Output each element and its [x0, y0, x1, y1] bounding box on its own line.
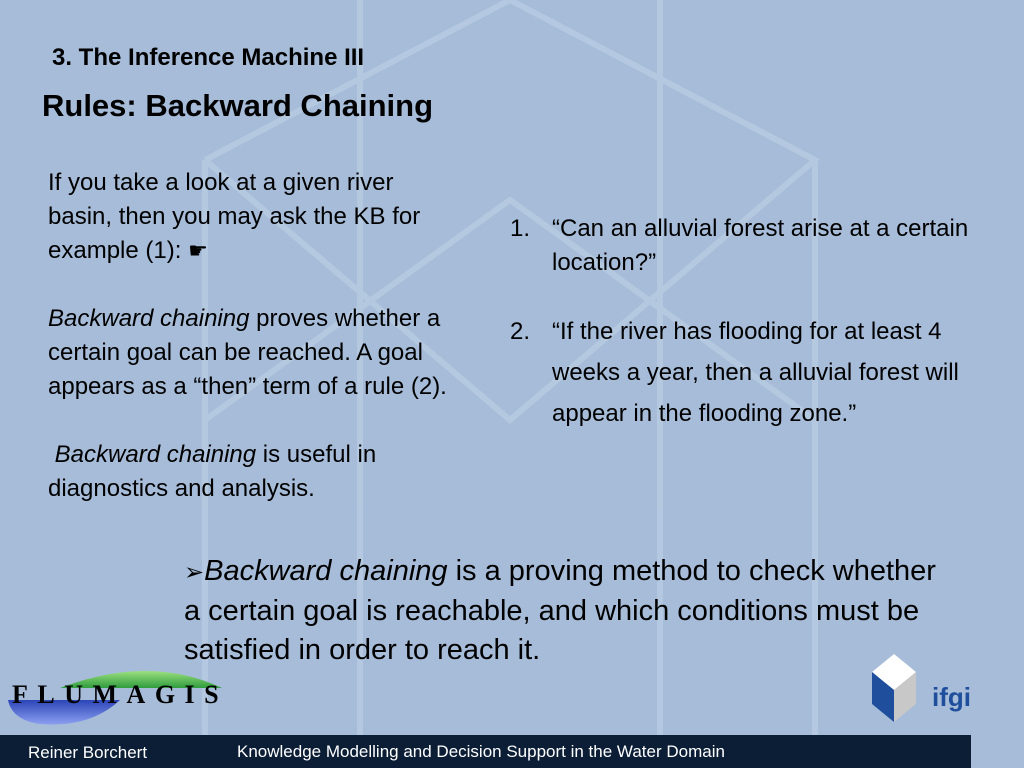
backward-chaining-text: proves whether a certain goal can be reached. A goal appears as a “then” term of a rule (2).	[48, 305, 447, 400]
footer-bar	[0, 735, 971, 768]
footer-author: Reiner Borchert	[28, 743, 148, 762]
summary-term: Backward chaining	[204, 555, 448, 587]
slide-title: Rules: Backward Chaining	[42, 88, 434, 123]
example-number: 2.	[510, 318, 531, 345]
flumagis-wordmark: FLUMAGIS	[12, 680, 229, 709]
intro-paragraph	[48, 166, 448, 268]
examples-list	[510, 212, 980, 434]
arrow-bullet-icon: ➢	[184, 559, 205, 586]
flumagis-logo	[0, 658, 230, 730]
example-text: “Can an alluvial forest arise at a certain location?”	[552, 215, 969, 276]
ifgi-logo	[868, 650, 978, 732]
slide-subtitle: 3. The Inference Machine III	[52, 44, 365, 71]
usefulness-text: is useful in diagnostics and analysis.	[48, 441, 377, 502]
backward-chaining-paragraph	[48, 302, 448, 404]
example-item-1	[510, 212, 980, 280]
example-text: “If the river has flooding for at least 4 weeks a year, then a alluvial forest will appear in the flooding zone.”	[552, 318, 959, 427]
example-number: 1.	[510, 215, 531, 242]
example-item-2	[510, 311, 980, 434]
ifgi-wordmark: ifgi	[932, 682, 971, 712]
left-column	[48, 166, 448, 506]
usefulness-paragraph	[48, 438, 448, 506]
usefulness-term: Backward chaining	[54, 441, 257, 468]
backward-chaining-term: Backward chaining	[48, 305, 250, 332]
pointing-hand-icon: ☛	[188, 238, 208, 263]
summary-text: is a proving method to check whether a certain goal is reachable, and which conditions must be satisfied in order to reach it.	[184, 555, 936, 666]
summary-bullet	[184, 552, 944, 670]
intro-text: If you take a look at a given river basin, then you may ask the KB for example (1):	[48, 169, 421, 264]
footer-course-title: Knowledge Modelling and Decision Support in the Water Domain	[237, 742, 725, 761]
